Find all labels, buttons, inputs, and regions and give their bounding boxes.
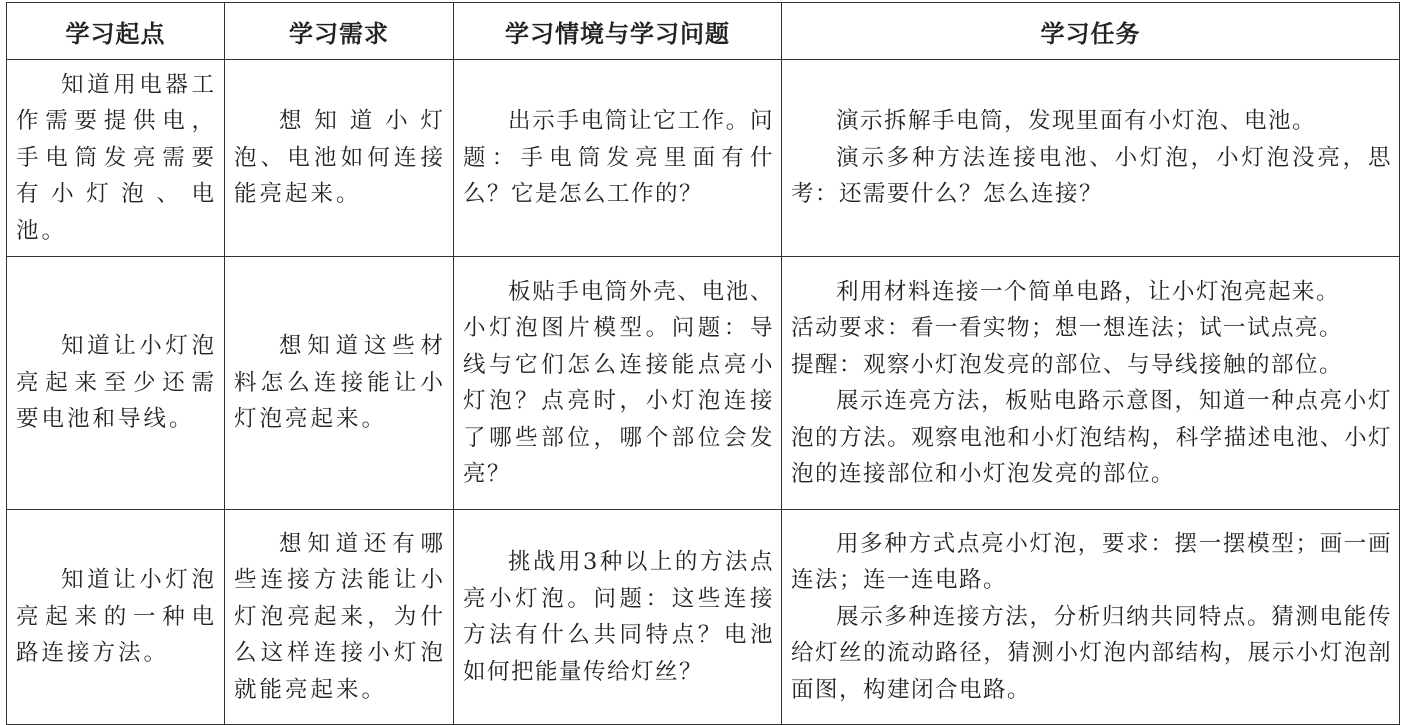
situation-cell <box>454 257 782 510</box>
situation-text: 出示手电筒让它工作。问题：手电筒发亮里面有什么？它是怎么工作的？ <box>463 108 774 208</box>
table-row <box>7 510 1400 725</box>
task-paragraph: 演示拆解手电筒，发现里面有小灯泡、电池。 <box>836 108 1317 135</box>
start-text: 知道用电器工作需要提供电，手电筒发亮需要有小灯泡、电池。 <box>16 71 217 244</box>
situation-cell <box>454 510 782 725</box>
table-row <box>7 257 1400 510</box>
start-cell <box>7 510 225 725</box>
task-paragraph: 演示多种方法连接电池、小灯泡，小灯泡没亮，思考：还需要什么？怎么连接？ <box>791 144 1392 208</box>
table-row <box>7 60 1400 257</box>
header-learning-tasks: 学习任务 <box>782 3 1400 60</box>
situation-cell <box>454 60 782 257</box>
lesson-design-table <box>6 2 1400 725</box>
start-text: 知道让小灯泡亮起来的一种电路连接方法。 <box>16 567 217 667</box>
task-paragraph: 用多种方式点亮小灯泡，要求：摆一摆模型；画一画连法；连一连电路。 <box>791 530 1392 594</box>
start-cell <box>7 257 225 510</box>
tasks-cell <box>782 510 1400 725</box>
tasks-cell <box>782 257 1400 510</box>
task-paragraph: 利用材料连接一个简单电路，让小灯泡亮起来。 <box>836 278 1341 305</box>
header-situation-question: 学习情境与学习问题 <box>454 3 782 60</box>
tasks-cell <box>782 60 1400 257</box>
start-text: 知道让小灯泡亮起来至少还需要电池和导线。 <box>16 333 217 433</box>
need-text: 想知道小灯泡、电池如何连接能亮起来。 <box>234 108 446 208</box>
header-learning-need: 学习需求 <box>225 3 454 60</box>
need-text: 想知道这些材料怎么连接能让小灯泡亮起来。 <box>234 333 446 433</box>
task-paragraph: 展示连亮方法，板贴电路示意图，知道一种点亮小灯泡的方法。观察电池和小灯泡结构，科学描述电池、小灯泡的连接部位和小灯泡发亮的部位。 <box>791 388 1392 487</box>
need-cell <box>225 60 454 257</box>
situation-text: 挑战用3种以上的方法点亮小灯泡。问题：这些连接方法有什么共同特点？电池如何把能量传给灯丝？ <box>463 549 774 685</box>
task-paragraph: 活动要求：看一看实物；想一想连法；试一试点亮。 <box>791 315 1344 341</box>
header-row <box>7 3 1400 60</box>
header-learning-start: 学习起点 <box>7 3 225 60</box>
need-text: 想知道还有哪些连接方法能让小灯泡亮起来，为什么这样连接小灯泡就能亮起来。 <box>234 530 446 703</box>
task-paragraph: 提醒：观察小灯泡发亮的部位、与导线接触的部位。 <box>791 351 1344 378</box>
task-paragraph: 展示多种连接方法，分析归纳共同特点。猜测电能传给灯丝的流动路径，猜测小灯泡内部结构，展示小灯泡剖面图，构建闭合电路。 <box>791 603 1392 703</box>
need-cell <box>225 510 454 725</box>
start-cell <box>7 60 225 257</box>
need-cell <box>225 257 454 510</box>
situation-text: 板贴手电筒外壳、电池、小灯泡图片模型。问题：导线与它们怎么连接能点亮小灯泡？点亮时，小灯泡连接了哪些部位，哪个部位会发亮？ <box>463 278 774 487</box>
